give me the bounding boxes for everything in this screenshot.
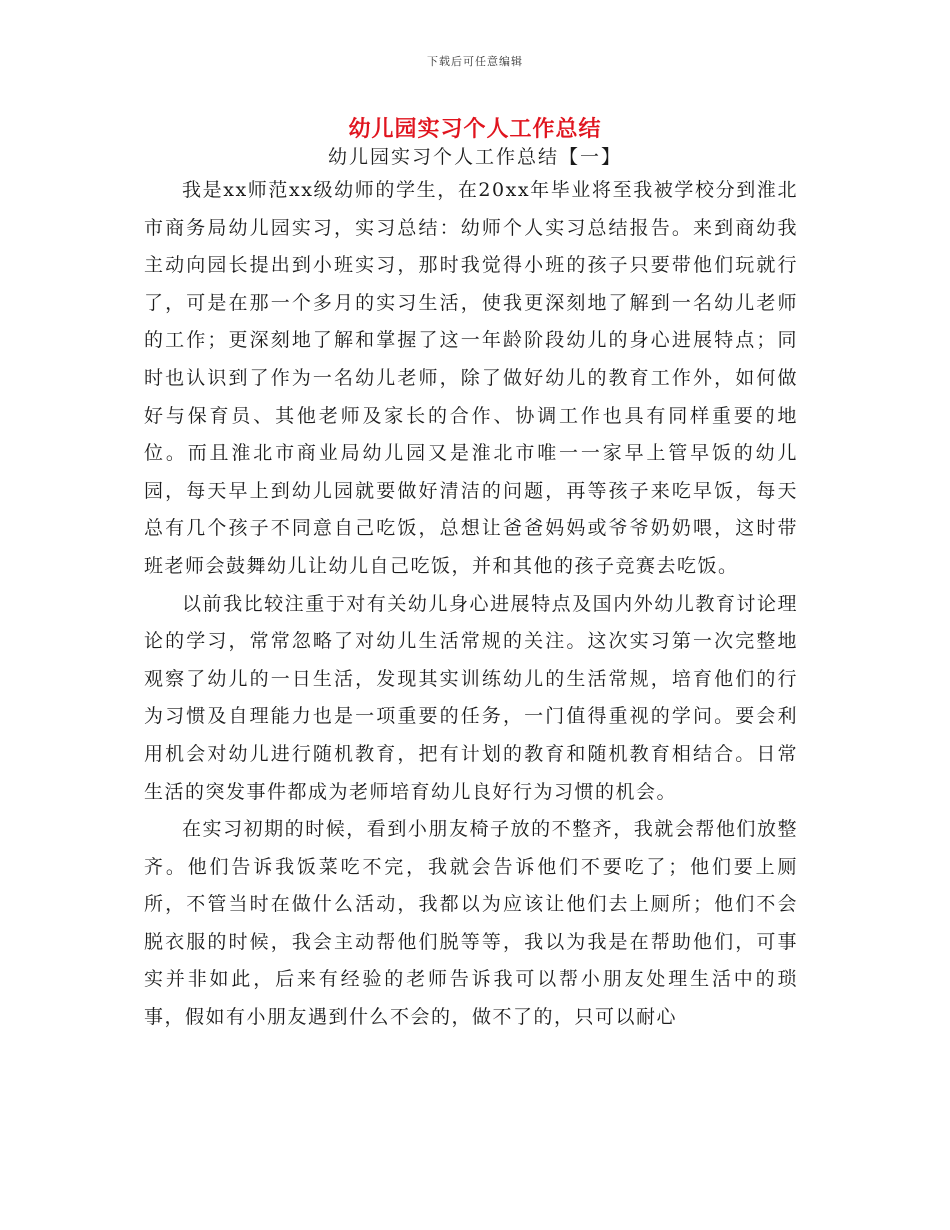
paragraph-1: 我是xx师范xx级幼师的学生，在20xx年毕业将至我被学校分到淮北市商务局幼儿园实习，实习总结：幼师个人实习总结报告。来到商幼我主动向园长提出到小班实习，那时我觉得小班的孩子只要带他们玩就行了，可是在那一个多月的实习生活，使我更深刻地了解到一名幼儿老师的工作；更深刻地了解和掌握了这一年龄阶段幼儿的身心进展特点；同时也认识到了作为一名幼儿老师，除了做好幼儿的教育工作外，如何做好与保育员、其他老师及家长的合作、协调工作也具有同样重要的地位。而且淮北市商业局幼儿园又是淮北市唯一一家早上管早饭的幼儿园，每天早上到幼儿园就要做好清洁的问题，再等孩子来吃早饭，每天总有几个孩子不同意自己吃饭，总想让爸爸妈妈或爷爷奶奶喂，这时带班老师会鼓舞幼儿让幼儿自己吃饭，并和其他的孩子竞赛去吃饭。 (144, 179, 798, 577)
paragraph-3: 在实习初期的时候，看到小朋友椅子放的不整齐，我就会帮他们放整齐。他们告诉我饭菜吃不完，我就会告诉他们不要吃了；他们要上厕所，不管当时在做什么活动，我都以为应该让他们去上厕所；他们不会脱衣服的时候，我会主动帮他们脱等等，我以为我是在帮助他们，可事实并非如此，后来有经验的老师告诉我可以帮小朋友处理生活中的琐事，假如有小朋友遇到什么不会的，做不了的，只可以耐心 (144, 818, 798, 1029)
document-subtitle: 幼儿园实习个人工作总结【一】 (327, 146, 622, 168)
document-title: 幼儿园实习个人工作总结 (348, 117, 602, 142)
paragraph-2: 以前我比较注重于对有关幼儿身心进展特点及国内外幼儿教育讨论理论的学习，常常忽略了对幼儿生活常规的关注。这次实习第一次完整地观察了幼儿的一日生活，发现其实训练幼儿的生活常规，培育他们的行为习惯及自理能力也是一项重要的任务，一门值得重视的学问。要会利用机会对幼儿进行随机教育，把有计划的教育和随机教育相结合。日常生活的突发事件都成为老师培育幼儿良好行为习惯的机会。 (144, 592, 798, 803)
header-note: 下载后可任意编辑 (427, 55, 523, 68)
document-body (144, 172, 798, 1037)
